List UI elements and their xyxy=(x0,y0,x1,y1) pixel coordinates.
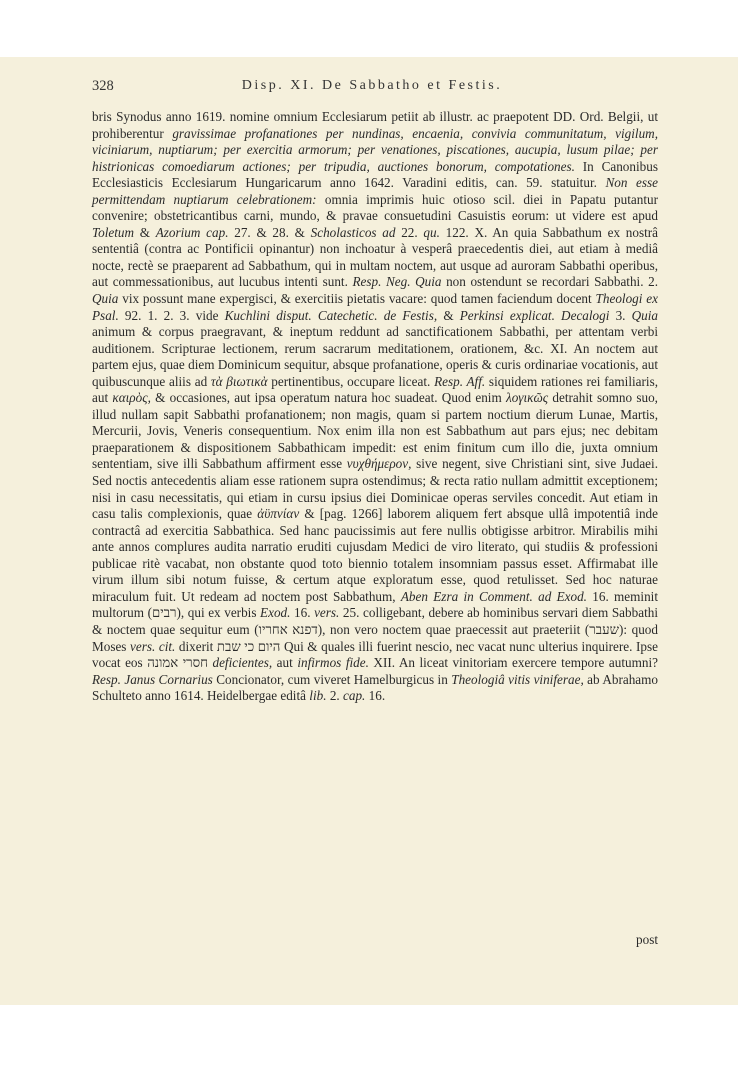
italic-text-segment: infirmos fide. xyxy=(297,655,369,671)
text-segment: omnia imprimis huic otioso scil. diei in Papatu putantur convenire; obstetricantibus carni, mundo, & pravae consuetudini Casuistis eorum: ut videre est apud xyxy=(92,191,658,224)
italic-text-segment: Resp. Neg. Quia xyxy=(352,274,442,290)
italic-text-segment: lib. xyxy=(309,688,327,704)
running-title: Disp. XI. De Sabbatho et Festis. xyxy=(241,78,503,93)
text-segment: pertinentibus, occupare liceat. xyxy=(267,373,435,389)
italic-text-segment: Quia xyxy=(92,291,119,307)
italic-text-segment: Perkinsi explicat. Decalogi xyxy=(459,307,610,323)
page-number: 328 xyxy=(92,78,114,94)
text-segment: XII. An liceat vinitoriam exercere tempore autumni? xyxy=(368,655,658,671)
italic-text-segment: gravissimae profanationes per nundinas, encaenia, convivia communitatum, vigilum, viciniarum, nuptiarum; per exercitia armorum; per venationes, piscationes, aucupia, lusum pilae; per histrionicas comoediarum actiones; per tripudia, auctiones bonorum, compotationes. xyxy=(92,125,658,174)
text-segment: aut xyxy=(272,655,298,671)
text-segment: siquidem rationes rei familiaris, aut xyxy=(92,373,659,406)
page-header xyxy=(92,78,652,98)
italic-text-segment: Resp. Janus Cornarius xyxy=(92,671,213,687)
text-segment: & [pag. 1266] laborem aliquem fert absque ullâ impotentiâ inde contractâ ad exercitia Sabbathica. Sed hanc paucissimis aut fere nullis obtigisse arbitror. Mirabilis mihi ante annos complures audita narratio eruditi cujusdam Medici de viro literato, qui studiis & professioni publicae ritè vacabat, non obstante quod toto biennio totalem insomniam passus esset. Affirmabat ille virum illum sibi notum fuisse, & certum atque exploratum esse, quod retulisset. Sed hoc naturae miraculum fuit. Ut redeam ad noctem post Sabbathum, xyxy=(92,506,658,604)
italic-text-segment: vers. cit. xyxy=(130,638,176,654)
italic-text-segment: νυχθήμερον, xyxy=(346,456,412,472)
text-segment: 122. X. An quia Sabbathum ex nostrâ sententiâ (contra ac Pontificii opinantur) non inchoatur à vesperâ praecedentis diei, aut etiam à mediâ nocte, rectè se praeparent ad Sabbathum, qui in multam noctem, aut usque ad auroram Sabbathi operibus, aut commessationibus, aut lucubus intenti sunt. xyxy=(92,224,658,290)
text-segment: ab Abrahamo Schulteto anno 1614. Heidelbergae editâ xyxy=(92,671,658,704)
text-segment: 25. colligebant, debere ab hominibus servari diem Sabbathi & noctem quae sequitur eum (דפנא אחריו), non vero noctem quae praecessit aut praeteriit (שעבר): quod Moses xyxy=(92,605,658,654)
italic-text-segment: Non esse permittendam nuptiarum celebrationem: xyxy=(92,175,658,207)
text-segment: vix possunt mane expergisci, & exercitiis pietatis vacare: quod tamen faciendum docent xyxy=(118,291,596,307)
italic-text-segment: Azorium cap. xyxy=(155,224,229,240)
text-segment: & xyxy=(437,307,460,323)
text-segment: & occasiones, aut ipsa operatum natura hoc suadeat. Quod enim xyxy=(150,390,506,406)
text-segment: 3. xyxy=(609,307,632,323)
text-segment: bris Synodus anno 1619. nomine omnium Ecclesiarum petiit ab illustr. ac praepotent DD. Ord. Belgii, ut prohiberentur xyxy=(92,109,658,141)
italic-text-segment: Toletum xyxy=(92,224,135,240)
italic-text-segment: Exod. xyxy=(260,605,291,621)
italic-text-segment: τὰ βιωτικὰ xyxy=(210,373,268,389)
catchword: post xyxy=(636,932,658,947)
italic-text-segment: deficientes, xyxy=(212,655,273,671)
text-segment: Concionator, cum viveret Hamelburgicus in xyxy=(212,671,452,687)
text-segment: non ostendunt se recordari Sabbathi. 2. xyxy=(441,274,658,290)
italic-text-segment: Aben Ezra in Comment. ad Exod. xyxy=(400,588,587,604)
text-segment: 16. xyxy=(365,688,386,704)
italic-text-segment: Theologi ex Psal. xyxy=(92,291,658,323)
italic-text-segment: qu. xyxy=(423,224,440,240)
text-segment: 2. xyxy=(326,688,343,704)
body-text xyxy=(92,109,658,705)
text-segment: 16. meminit multorum (רבים), qui ex verbis xyxy=(92,588,658,621)
italic-text-segment: ἀϋπνίαν xyxy=(257,506,300,522)
text-segment: sive negent, sive Christiani sint, sive Judaei. Sed noctis antecedentis aliam esse rationem supra ostendimus; & recta ratio nullam admittit exceptionem; nisi in casu necessitatis, qui etiam in cursu ipsius diei Dominicae operas serviles concedit. Aut etiam in casu talis complexionis, quae xyxy=(92,456,658,522)
text-segment: detrahit somno suo, illud nullam sapit Sabbathi profanationem; non magis, quam si partem noctium dierum Lunae, Martis, Mercurii, Jovis, Veneris consequentium. Nox enim illa non est Sabbathum aut pars ejus; nec debitam praeparationem & dispositionem Sabbathicam impedit: est enim finitum cum illo die, juxta omnium sententiam, sive illi Sabbathum affirment esse xyxy=(92,390,658,472)
italic-text-segment: Theologiâ vitis viniferae, xyxy=(451,671,584,687)
text-segment: animum & corpus praegravant, & ineptum reddunt ad sanctificationem Sabbathi, per attentam verbi auditionem. Scripturae lectionem, rerum sacrarum meditationem, orationem, &c. XI. An noctem aut partem ejus, quae diem Dominicum sequitur, absque profanatione, operis & curis ordinariae vocationis, aut quibuscunque aliis ad xyxy=(92,324,658,389)
text-segment: dixerit היום כי שבת Qui & quales illi fuerint nescio, nec vacat nunc ulterius inquirere. Ipse vocat eos חסרי אמונה xyxy=(92,638,658,671)
italic-text-segment: λογικῶς xyxy=(505,390,549,406)
text-segment: In Canonibus Ecclesiasticis Ecclesiarum Hungaricarum anno 1642. Varadini editis, can. 59. statuitur. xyxy=(92,158,658,191)
italic-text-segment: cap. xyxy=(343,688,366,704)
italic-text-segment: Resp. Aff. xyxy=(434,373,486,389)
italic-text-segment: καιρὸς, xyxy=(112,390,151,406)
text-segment: 27. & 28. & xyxy=(228,224,311,240)
text-segment: & xyxy=(134,224,156,240)
italic-text-segment: Kuchlini disput. Catechetic. de Festis, xyxy=(224,307,438,323)
italic-text-segment: Scholasticos ad xyxy=(310,224,396,240)
italic-text-segment: vers. xyxy=(314,605,340,621)
text-segment: 92. 1. 2. 3. vide xyxy=(118,307,225,323)
text-segment: 16. xyxy=(290,605,315,621)
italic-text-segment: Quia xyxy=(631,307,658,323)
text-segment: 22. xyxy=(395,224,424,240)
